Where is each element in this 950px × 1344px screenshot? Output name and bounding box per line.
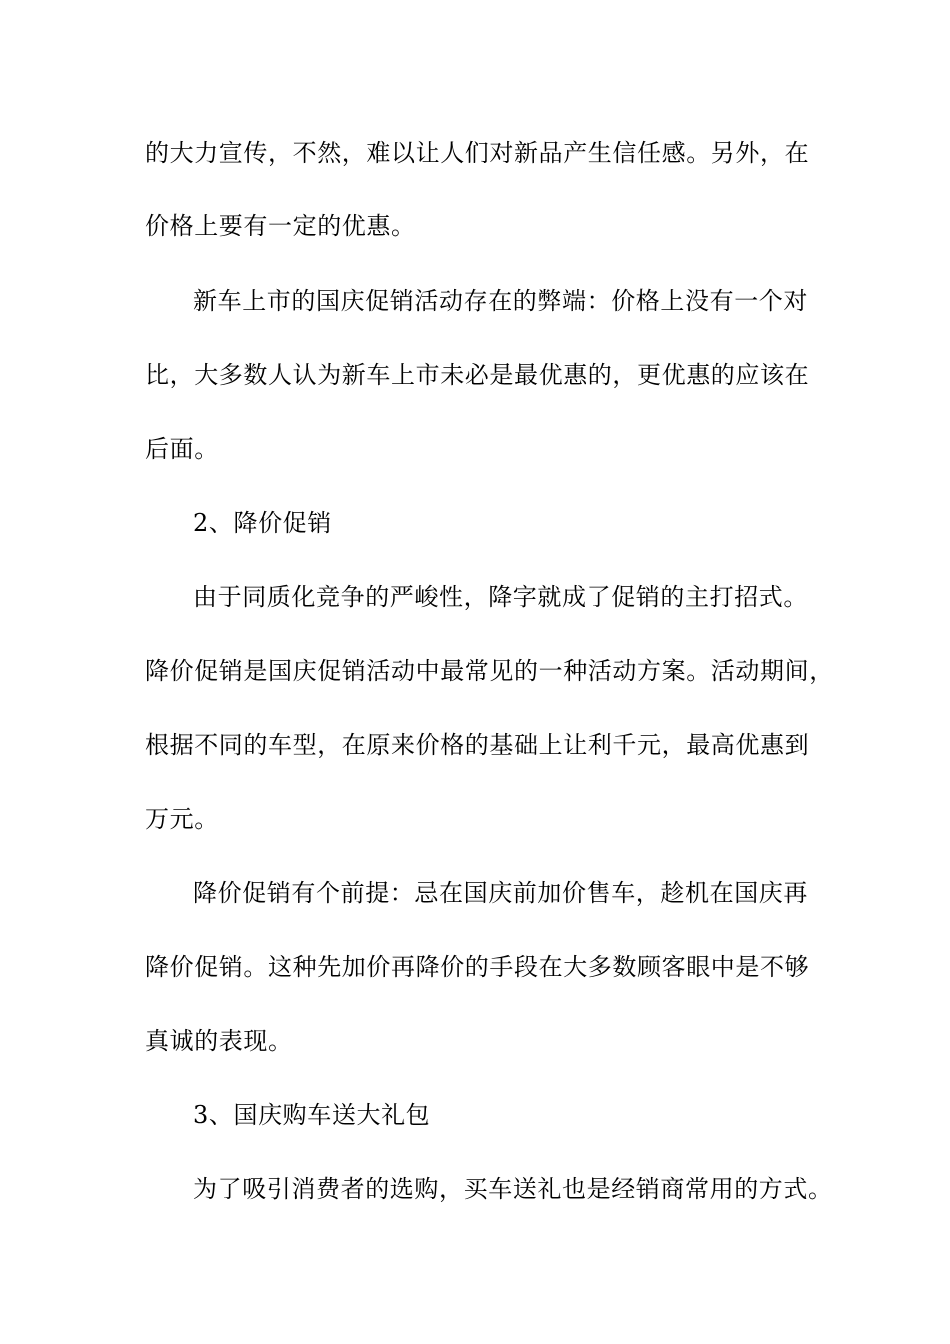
paragraph-line: 真诚的表现。 xyxy=(145,1027,293,1055)
paragraph-line: 的大力宣传，不然，难以让人们对新品产生信任感。另外，在 xyxy=(145,139,810,167)
paragraph-line: 由于同质化竞争的严峻性，降字就成了促销的主打招式。 xyxy=(193,583,808,611)
section-heading: 3、国庆购车送大礼包 xyxy=(193,1101,431,1129)
paragraph-line: 新车上市的国庆促销活动存在的弊端：价格上没有一个对 xyxy=(193,287,808,315)
paragraph-line: 比，大多数人认为新车上市未必是最优惠的，更优惠的应该在 xyxy=(145,361,810,389)
section-heading: 2、降价促销 xyxy=(193,509,332,537)
paragraph-line: 万元。 xyxy=(145,805,219,833)
paragraph-line: 后面。 xyxy=(145,435,219,463)
paragraph-line: 降价促销是国庆促销活动中最常见的一种活动方案。活动期间， xyxy=(145,657,834,685)
paragraph-line: 价格上要有一定的优惠。 xyxy=(145,212,416,240)
paragraph-line: 为了吸引消费者的选购，买车送礼也是经销商常用的方式。 xyxy=(193,1175,833,1203)
paragraph-line: 降价促销有个前提：忌在国庆前加价售车，趁机在国庆再 xyxy=(193,879,808,907)
paragraph-line: 降价促销。这种先加价再降价的手段在大多数顾客眼中是不够 xyxy=(145,953,810,981)
paragraph-line: 根据不同的车型，在原来价格的基础上让利千元，最高优惠到 xyxy=(145,731,810,759)
